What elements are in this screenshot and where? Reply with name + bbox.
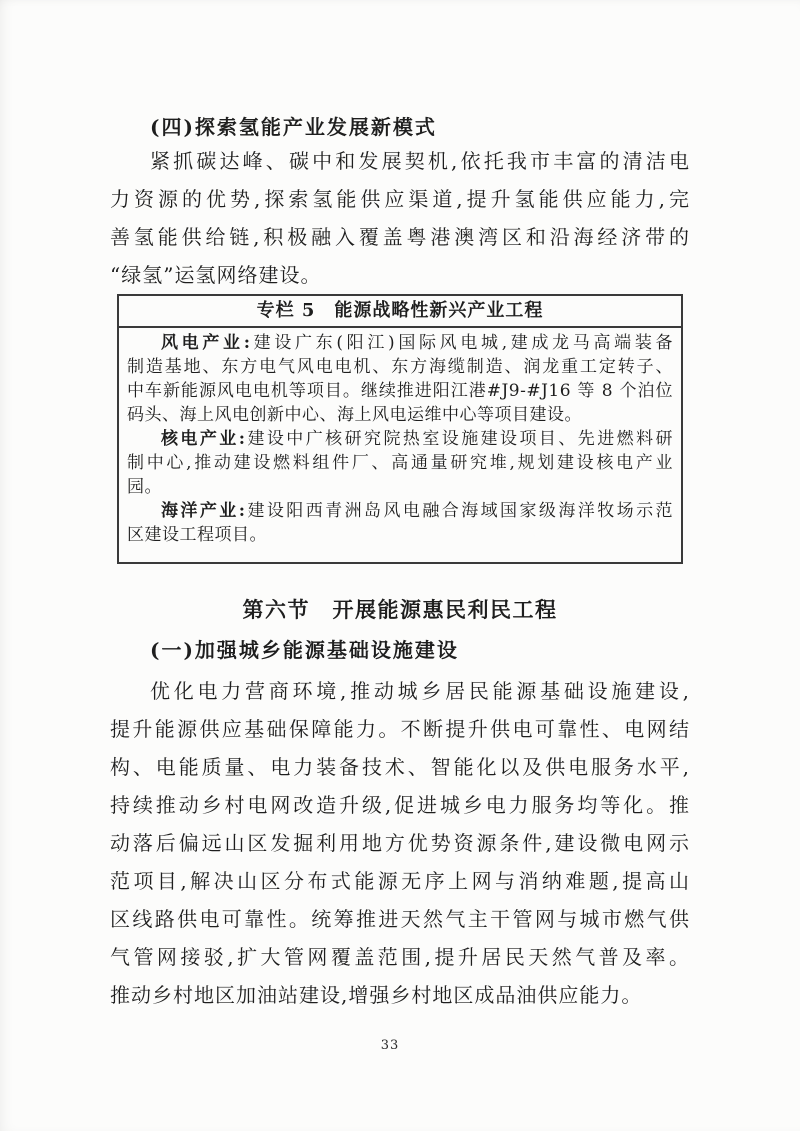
paragraph-line: 构、电能质量、电力装备技术、智能化以及供电服务水平, [110,755,690,779]
box-paragraph-label: 海洋产业: [161,501,246,521]
box-paragraph-label: 风电产业: [161,333,251,353]
special-column-box-5 [117,294,683,564]
box-paragraph-wind [127,331,673,427]
box-body [119,328,681,562]
box-line: 制中心,推动建设燃料组件厂、高通量研究堆,规划建设核电产业 [127,453,673,473]
heading-urban-infrastructure: (一)加强城乡能源基础设施建设 [150,638,459,662]
box-title: 专栏 5 能源战略性新兴产业工程 [119,296,681,328]
box-paragraph-ocean [127,499,673,547]
box-line: 中车新能源风电电机等项目。继续推进阳江港#J9-#J16 等 8 个泊位 [127,381,673,401]
box-line [127,499,673,523]
box-paragraph-label: 核电产业: [161,429,246,449]
heading-hydrogen-model: (四)探索氢能产业发展新模式 [150,115,437,139]
paragraph-line: 区线路供电可靠性。统筹推进天然气主干管网与城市燃气供 [110,907,690,931]
page-number: 33 [380,1038,400,1053]
box-line: 园。 [127,477,162,497]
paragraph-line: 紧抓碳达峰、碳中和发展契机,依托我市丰富的清洁电 [150,149,690,173]
box-line [127,331,673,355]
paragraph-hydrogen [110,142,690,294]
box-line [127,427,673,451]
box-line: 制造基地、东方电气风电电机、东方海缆制造、润龙重工定转子、 [127,357,673,377]
box-paragraph-nuclear [127,427,673,499]
paragraph-line: 提升能源供应基础保障能力。不断提升供电可靠性、电网结 [110,717,690,741]
paragraph-line: 动落后偏远山区发掘利用地方优势资源条件,建设微电网示 [110,831,690,855]
box-line-text: 建设阳西青洲岛风电融合海域国家级海洋牧场示范 [245,501,674,521]
paragraph-line: “绿氢”运氢网络建设。 [110,263,322,287]
box-line-text: 建设中广核研究院热室设施建设项目、先进燃料研 [245,429,674,449]
paragraph-line: 气管网接驳,扩大管网覆盖范围,提升居民天然气普及率。 [110,945,690,969]
paragraph-line: 善氢能供给链,积极融入覆盖粤港澳湾区和沿海经济带的 [110,225,690,249]
paragraph-line: 力资源的优势,探索氢能供应渠道,提升氢能供应能力,完 [110,187,690,211]
paragraph-line: 范项目,解决山区分布式能源无序上网与消纳难题,提高山 [110,869,690,893]
paragraph-line: 持续推动乡村电网改造升级,促进城乡电力服务均等化。推 [110,793,690,817]
paragraph-line: 优化电力营商环境,推动城乡居民能源基础设施建设, [150,679,690,703]
box-line: 区建设工程项目。 [127,525,267,545]
box-line: 码头、海上风电创新中心、海上风电运维中心等项目建设。 [127,405,582,425]
box-line-text: 建设广东(阳江)国际风电城,建成龙马高端装备 [250,333,673,353]
heading-section-six: 第六节 开展能源惠民利民工程 [242,597,558,622]
paragraph-urban-infrastructure [110,672,690,1014]
paragraph-line: 推动乡村地区加油站建设,增强乡村地区成品油供应能力。 [110,983,643,1007]
